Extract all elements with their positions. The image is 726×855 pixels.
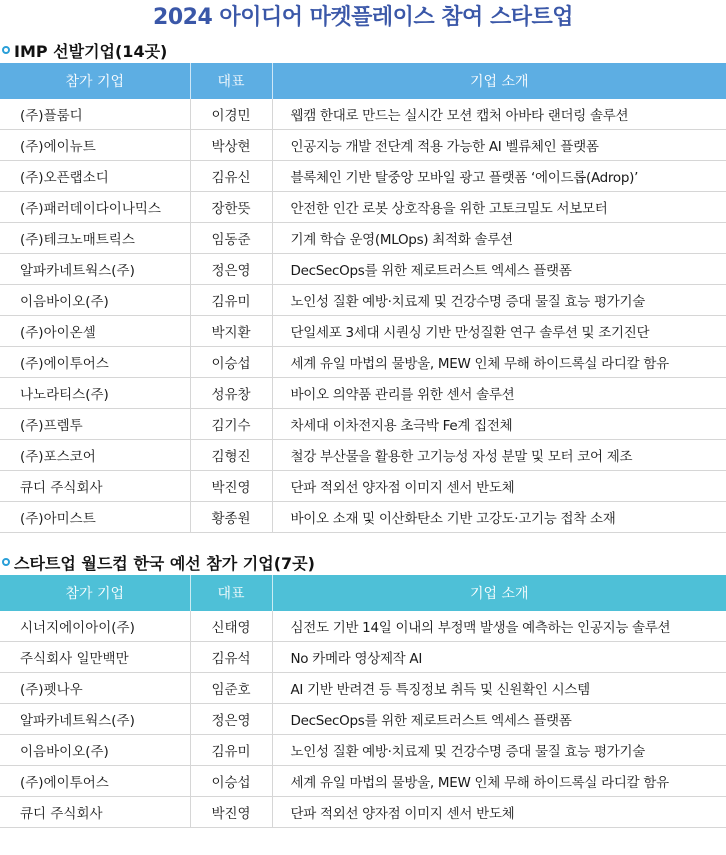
table-row bbox=[0, 347, 726, 378]
company-cell: 이음바이오(주) bbox=[0, 735, 190, 766]
intro-cell: No 카메라 영상제작 AI bbox=[272, 642, 726, 673]
table-row bbox=[0, 673, 726, 704]
section-heading bbox=[0, 37, 726, 63]
ceo-cell: 박지환 bbox=[190, 316, 272, 347]
ceo-cell: 임준호 bbox=[190, 673, 272, 704]
column-header-intro: 기업 소개 bbox=[272, 575, 726, 611]
company-cell: (주)에이뉴트 bbox=[0, 130, 190, 161]
section-heading-text: IMP 선발기업(14곳) bbox=[14, 41, 168, 61]
company-cell: (주)아이온셀 bbox=[0, 316, 190, 347]
ceo-cell: 정은영 bbox=[190, 704, 272, 735]
ceo-cell: 이승섭 bbox=[190, 347, 272, 378]
company-cell: 주식회사 일만백만 bbox=[0, 642, 190, 673]
ceo-cell: 김기수 bbox=[190, 409, 272, 440]
table-row bbox=[0, 642, 726, 673]
ceo-cell: 성유창 bbox=[190, 378, 272, 409]
company-cell: (주)에이투어스 bbox=[0, 347, 190, 378]
ceo-cell: 신태영 bbox=[190, 611, 272, 642]
ceo-cell: 박상현 bbox=[190, 130, 272, 161]
company-cell: (주)펫나우 bbox=[0, 673, 190, 704]
table-row bbox=[0, 99, 726, 130]
company-cell: 큐디 주식회사 bbox=[0, 471, 190, 502]
company-cell: (주)테크노매트릭스 bbox=[0, 223, 190, 254]
intro-cell: 세계 유일 마법의 물방울, MEW 인체 무해 하이드록실 라디칼 함유 bbox=[272, 347, 726, 378]
ceo-cell: 박진영 bbox=[190, 797, 272, 828]
intro-cell: 블록체인 기반 탈중앙 모바일 광고 플랫폼 ‘에이드롭(Adrop)’ bbox=[272, 161, 726, 192]
company-cell: 알파카네트웍스(주) bbox=[0, 254, 190, 285]
column-header-company: 참가 기업 bbox=[0, 63, 190, 99]
section-heading-text: 스타트업 월드컵 한국 예선 참가 기업(7곳) bbox=[14, 553, 315, 573]
intro-cell: DecSecOps를 위한 제로트러스트 엑세스 플랫폼 bbox=[272, 254, 726, 285]
table-row bbox=[0, 192, 726, 223]
intro-cell: 바이오 의약품 관리를 위한 센서 솔루션 bbox=[272, 378, 726, 409]
table-row bbox=[0, 316, 726, 347]
table-row bbox=[0, 704, 726, 735]
ceo-cell: 정은영 bbox=[190, 254, 272, 285]
column-header-company: 참가 기업 bbox=[0, 575, 190, 611]
column-header-ceo: 대표 bbox=[190, 575, 272, 611]
table-row bbox=[0, 130, 726, 161]
intro-cell: 심전도 기반 14일 이내의 부정맥 발생을 예측하는 인공지능 솔루션 bbox=[272, 611, 726, 642]
intro-cell: 철강 부산물을 활용한 고기능성 자성 분말 및 모터 코어 제조 bbox=[272, 440, 726, 471]
table-row bbox=[0, 378, 726, 409]
intro-cell: 노인성 질환 예방·치료제 및 건강수명 증대 물질 효능 평가기술 bbox=[272, 285, 726, 316]
ceo-cell: 임동준 bbox=[190, 223, 272, 254]
ceo-cell: 김유미 bbox=[190, 285, 272, 316]
imp-table bbox=[0, 63, 726, 533]
company-cell: (주)포스코어 bbox=[0, 440, 190, 471]
table-header-row bbox=[0, 575, 726, 611]
ceo-cell: 황종원 bbox=[190, 502, 272, 533]
column-header-intro: 기업 소개 bbox=[272, 63, 726, 99]
table-row bbox=[0, 285, 726, 316]
intro-cell: 차세대 이차전지용 초극박 Fe계 집전체 bbox=[272, 409, 726, 440]
page-title: 2024 아이디어 마켓플레이스 참여 스타트업 bbox=[153, 5, 573, 30]
company-cell: (주)플룸디 bbox=[0, 99, 190, 130]
company-cell: (주)아미스트 bbox=[0, 502, 190, 533]
bullet-icon bbox=[2, 46, 10, 54]
table-row bbox=[0, 161, 726, 192]
intro-cell: 인공지능 개발 전단계 적용 가능한 AI 벨류체인 플랫폼 bbox=[272, 130, 726, 161]
table-row bbox=[0, 409, 726, 440]
intro-cell: 단파 적외선 양자점 이미지 센서 반도체 bbox=[272, 797, 726, 828]
company-cell: 나노라티스(주) bbox=[0, 378, 190, 409]
table-header-row bbox=[0, 63, 726, 99]
ceo-cell: 김유미 bbox=[190, 735, 272, 766]
intro-cell: 기계 학습 운영(MLOps) 최적화 솔루션 bbox=[272, 223, 726, 254]
startup-worldcup-table bbox=[0, 575, 726, 828]
column-header-ceo: 대표 bbox=[190, 63, 272, 99]
section-heading bbox=[0, 549, 726, 575]
table-row bbox=[0, 223, 726, 254]
company-cell: 시너지에이아이(주) bbox=[0, 611, 190, 642]
table-row bbox=[0, 735, 726, 766]
ceo-cell: 박진영 bbox=[190, 471, 272, 502]
intro-cell: 단파 적외선 양자점 이미지 센서 반도체 bbox=[272, 471, 726, 502]
table-row bbox=[0, 471, 726, 502]
intro-cell: 웹캠 한대로 만드는 실시간 모션 캡처 아바타 랜더링 솔루션 bbox=[272, 99, 726, 130]
company-cell: (주)에이투어스 bbox=[0, 766, 190, 797]
company-cell: 큐디 주식회사 bbox=[0, 797, 190, 828]
company-cell: (주)오픈랩소디 bbox=[0, 161, 190, 192]
table-row bbox=[0, 611, 726, 642]
ceo-cell: 장한뜻 bbox=[190, 192, 272, 223]
company-cell: (주)프렘투 bbox=[0, 409, 190, 440]
ceo-cell: 김유신 bbox=[190, 161, 272, 192]
table-row bbox=[0, 254, 726, 285]
intro-cell: 안전한 인간 로봇 상호작용을 위한 고토크밀도 서보모터 bbox=[272, 192, 726, 223]
company-cell: 이음바이오(주) bbox=[0, 285, 190, 316]
table-row bbox=[0, 766, 726, 797]
table-row bbox=[0, 797, 726, 828]
intro-cell: DecSecOps를 위한 제로트러스트 엑세스 플랫폼 bbox=[272, 704, 726, 735]
ceo-cell: 김형진 bbox=[190, 440, 272, 471]
intro-cell: 세계 유일 마법의 물방울, MEW 인체 무해 하이드록실 라디칼 함유 bbox=[272, 766, 726, 797]
bullet-icon bbox=[2, 558, 10, 566]
table-row bbox=[0, 440, 726, 471]
intro-cell: 노인성 질환 예방·치료제 및 건강수명 증대 물질 효능 평가기술 bbox=[272, 735, 726, 766]
ceo-cell: 이경민 bbox=[190, 99, 272, 130]
company-cell: (주)패러데이다이나믹스 bbox=[0, 192, 190, 223]
ceo-cell: 김유석 bbox=[190, 642, 272, 673]
ceo-cell: 이승섭 bbox=[190, 766, 272, 797]
intro-cell: 바이오 소재 및 이산화탄소 기반 고강도·고기능 접착 소재 bbox=[272, 502, 726, 533]
intro-cell: AI 기반 반려견 등 특징정보 취득 및 신원확인 시스템 bbox=[272, 673, 726, 704]
table-row bbox=[0, 502, 726, 533]
intro-cell: 단일세포 3세대 시퀀싱 기반 만성질환 연구 솔루션 및 조기진단 bbox=[272, 316, 726, 347]
company-cell: 알파카네트웍스(주) bbox=[0, 704, 190, 735]
